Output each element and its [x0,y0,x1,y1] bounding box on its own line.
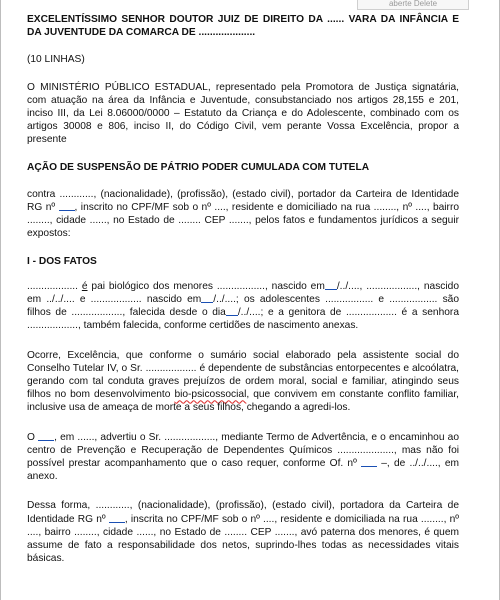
p3-b: , em ......, advertiu o Sr. .................., mediante Termo de Advertência, e o encaminhou ao centro de Prevenção e Recuperação de Dependentes Químicos ...................., mas não foi possível prestar acompanhamento que o caso requer, conforme Of. nº [27,431,459,470]
p1-verb: é [81,280,88,292]
p1-d: /../...., .................., nascido em ../../.... e .................. nascido em [27,280,459,306]
p2-a: Ocorre, Excelência, que conforme o sumário social elaborado pela assistente social do Conselho Tutelar IV, o Sr. .................. é dependente de substâncias entorpecentes e alcoólatra, gerando com tal conduta graves prejuízos de ordem moral, social e familiar, atingindo seus filhos no bom desenvolvimento [27,349,459,401]
party-text-b: , inscrito no CPF/MF sob o nº ...., residente e domiciliado na rua ........, nº ...., bairro ........, cidade ......, no Estado de ........ CEP ......., pelos fatos e fundamentos jurídicos a seguir expostos: [27,202,460,240]
p3-c: –, de ../../...., em anexo. [27,458,459,483]
rg-blank [59,201,75,211]
party-paragraph [27,188,459,241]
section-title: I - DOS FATOS [27,255,97,267]
date-blank-3 [226,306,238,316]
facts-paragraph-3 [27,431,459,484]
spellcheck-word: bio-psicossocial [174,389,247,401]
party-text-a: contra ............, (nacionalidade), (profissão), (estado civil), portador da Carteira de Identidade RG nº [27,188,459,214]
p2-c: , que convivem em constante conflito familiar, inclusive usa de ameaça de morte a seus filhos, chegando a agredi-los. [27,389,459,414]
p4-b: , inscrita no CPF/MF sob o nº ...., residente e domiciliada na rua ........, nº ...., bairro ........, cidade ......, no Estado de ........ CEP ......., avó paterna dos menores, é quem assume de fato a responsabilidade dos netos, suprindo-lhes todas as necessidades vitais básicas. [27,513,459,565]
facts-paragraph-1 [27,280,459,333]
p1-a: .................. [27,280,82,292]
court-header: EXCELENTÍSSIMO SENHOR DOUTOR JUIZ DE DIREITO DA ...... VARA DA INFÂNCIA E DA JUVENTUDE DA COMARCA DE .................... [27,14,459,39]
date-blank-1 [325,280,337,290]
lines-note: (10 LINHAS) [27,54,85,66]
p3-a: O [27,431,35,443]
document-content [27,13,459,566]
entity-blank [38,431,54,441]
toolbar-hint: aberte Delete [357,0,469,10]
action-title: AÇÃO DE SUSPENSÃO DE PÁTRIO PODER CUMULADA COM TUTELA [27,161,370,173]
office-number-blank [361,457,377,467]
date-blank-2 [201,293,213,303]
facts-paragraph-4 [27,499,459,565]
p1-f: /../....; e a genitora de .................. é a senhora .................., também falecida, conforme certidões de nascimento anexas. [27,307,459,332]
p1-c: pai biológico dos menores ................., nascido em [87,280,325,292]
p4-a: Dessa forma, ............, (nacionalidade), (profissão), (estado civil), portadora da Carteira de Identidade RG nº [27,500,459,525]
rg-blank-2 [109,513,125,523]
facts-paragraph-2 [27,349,459,415]
intro-paragraph: O MINISTÉRIO PÚBLICO ESTADUAL, representado pela Promotora de Justiça signatária, com atuação na área da Infância e Juventude, consubstanciado nos artigos 28,155 e 201, inciso III, da Lei 8.06000/0000 – Estatuto da Criança e do Adolescente, combinado com os artigos 30008 e 806, inciso II, do Código Civil, vem perante Vossa Excelência, propor a presente [27,81,459,146]
p1-e: /../....; os adolescentes ................. e ................. são filhos de .................., falecida desde o dia [27,294,459,319]
